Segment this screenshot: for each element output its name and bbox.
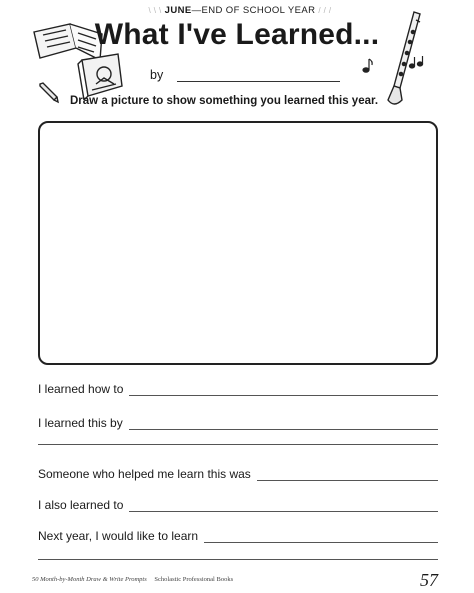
answer-line[interactable]: [204, 532, 438, 543]
prompt-learned-how[interactable]: [38, 378, 438, 396]
month-banner: \ \ \ JUNE —END OF SCHOOL YEAR / / /: [148, 4, 332, 16]
by-label: by: [150, 68, 164, 82]
footer-source: 50 Month-by-Month Draw & Write Prompts: [32, 576, 147, 583]
footer-credit: [32, 576, 233, 583]
name-line[interactable]: [177, 69, 340, 82]
answer-line[interactable]: [129, 419, 438, 430]
answer-line-extra[interactable]: [38, 444, 438, 445]
prompt-next-year[interactable]: [38, 525, 438, 543]
prompt-also-learned[interactable]: [38, 494, 438, 512]
music-notes-icon: [360, 56, 430, 86]
prompt-label: I also learned to: [38, 498, 124, 512]
answer-line[interactable]: [129, 501, 438, 512]
prompt-helper[interactable]: [38, 463, 438, 481]
answer-line[interactable]: [129, 385, 438, 396]
page-title: What I've Learned...: [94, 18, 380, 51]
pencil-icon: [36, 80, 60, 104]
answer-line[interactable]: [257, 470, 438, 481]
answer-line-extra[interactable]: [38, 559, 438, 560]
name-field[interactable]: [150, 64, 340, 82]
footer-publisher: Scholastic Professional Books: [154, 576, 234, 583]
prompt-label: Next year, I would like to learn: [38, 529, 199, 543]
page-number: 57: [420, 570, 438, 590]
month-label: JUNE: [164, 4, 192, 16]
prompt-label: I learned this by: [38, 416, 123, 430]
drawing-area[interactable]: [38, 121, 438, 365]
season-label: —END OF SCHOOL YEAR: [191, 4, 316, 16]
prompt-learned-by[interactable]: [38, 412, 438, 430]
drawing-instruction: Draw a picture to show something you learned this year.: [70, 95, 379, 107]
prompt-label: Someone who helped me learn this was: [38, 467, 251, 481]
prompt-label: I learned how to: [38, 382, 124, 396]
